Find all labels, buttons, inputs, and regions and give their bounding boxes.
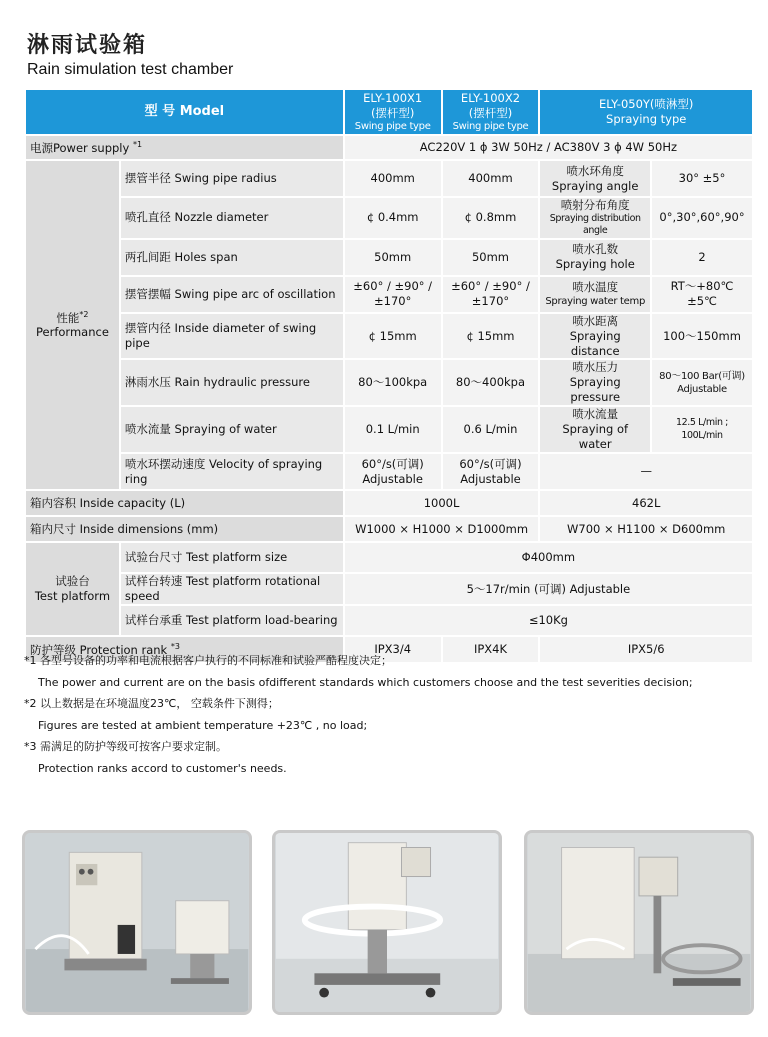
cell-value: RT～+80℃ ±5℃	[651, 276, 753, 313]
table-row	[25, 516, 753, 542]
cell-value: 100～150mm	[651, 313, 753, 360]
header-ely-100x2: ELY-100X2 (摆杆型) Swing pipe type	[442, 89, 540, 135]
table-row	[25, 542, 753, 573]
table-row	[25, 490, 753, 516]
product-photo-1	[22, 830, 252, 1015]
header-ely-100x1: ELY-100X1 (摆杆型) Swing pipe type	[344, 89, 442, 135]
performance-group-label: 性能$^{*2}$ Performance	[25, 160, 120, 490]
product-photo-3	[524, 830, 754, 1015]
chamber-illustration	[275, 833, 499, 1012]
table-row	[25, 313, 753, 360]
spray-label: 喷水孔数 Spraying hole	[539, 239, 651, 276]
header-ely-050y: ELY-050Y(喷淋型) Spraying type	[539, 89, 753, 135]
cell-value: IPX5/6	[539, 636, 753, 663]
cell-value: 400mm	[344, 160, 442, 197]
spray-label: 喷水流量 Spraying of water	[539, 406, 651, 453]
title-cn: 淋雨试验箱	[27, 33, 148, 58]
note-2-cn: *2 以上数据是在环境温度23℃， 空载条件下测得；	[24, 697, 279, 710]
row-label: 试样台转速 Test platform rotational speed	[120, 573, 344, 605]
cell-value: ≤10Kg	[344, 605, 753, 636]
cell-value: 60°/s(可调) Adjustable	[442, 453, 540, 490]
row-label: 摆管内径 Inside diameter of swing pipe	[120, 313, 344, 360]
footnotes	[24, 650, 754, 779]
cell-value: ¢ 0.4mm	[344, 197, 442, 239]
cell-value: W700 × H1100 × D600mm	[539, 516, 753, 542]
table-row	[25, 197, 753, 239]
protection-label: 防护等级 Protection rank $^{*3}$	[25, 636, 344, 663]
cell-value: 5～17r/min (可调) Adjustable	[344, 573, 753, 605]
table-row	[25, 453, 753, 490]
product-photo-2	[272, 830, 502, 1015]
table-row	[25, 239, 753, 276]
row-label: 喷水流量 Spraying of water	[120, 406, 344, 453]
note-2-en: Figures are tested at ambient temperature +23℃ , no load;	[38, 718, 368, 732]
row-label: 摆管半径 Swing pipe radius	[120, 160, 344, 197]
row-label: 摆管摆幅 Swing pipe arc of oscillation	[120, 276, 344, 313]
spray-label: 喷射分布角度 Spraying distribution angle	[539, 197, 651, 239]
cell-value: IPX3/4	[344, 636, 442, 663]
dimensions-label: 箱内尺寸 Inside dimensions (mm)	[25, 516, 344, 542]
cell-value: 60°/s(可调) Adjustable	[344, 453, 442, 490]
cell-value: 0.6 L/min	[442, 406, 540, 453]
spray-label: 喷水压力 Spraying pressure	[539, 359, 651, 406]
cell-value: ±60° / ±90° / ±170°	[344, 276, 442, 313]
spray-label: 喷水距离 Spraying distance	[539, 313, 651, 360]
cell-value: Φ400mm	[344, 542, 753, 573]
capacity-label: 箱内容积 Inside capacity (L)	[25, 490, 344, 516]
chamber-illustration	[25, 833, 249, 1012]
row-label: 淋雨水压 Rain hydraulic pressure	[120, 359, 344, 406]
note-3-en: Protection ranks accord to customer's needs.	[38, 761, 287, 775]
title-en: Rain simulation test chamber	[27, 61, 234, 78]
cell-value: —	[539, 453, 753, 490]
header-model: 型 号 Model	[25, 89, 344, 135]
spec-table	[24, 88, 754, 664]
cell-value: 2	[651, 239, 753, 276]
table-row	[25, 573, 753, 605]
note-3-cn: *3 需满足的防护等级可按客户要求定制。	[24, 740, 227, 753]
cell-value: 0.1 L/min	[344, 406, 442, 453]
platform-group-label: 试验台 Test platform	[25, 542, 120, 636]
cell-value: ¢ 15mm	[344, 313, 442, 360]
row-label: 试样台承重 Test platform load-bearing	[120, 605, 344, 636]
cell-value: 30° ±5°	[651, 160, 753, 197]
row-label: 试验台尺寸 Test platform size	[120, 542, 344, 573]
cell-value: ¢ 15mm	[442, 313, 540, 360]
power-value: AC220V 1 ϕ 3W 50Hz / AC380V 3 ϕ 4W 50Hz	[344, 135, 753, 160]
cell-value: 80～100kpa	[344, 359, 442, 406]
table-row	[25, 605, 753, 636]
note-1-cn: *1 各型号设备的功率和电流根据客户执行的不同标准和试验严酷程度决定；	[24, 654, 392, 667]
cell-value: ±60° / ±90° / ±170°	[442, 276, 540, 313]
table-row	[25, 359, 753, 406]
row-label: 两孔间距 Holes span	[120, 239, 344, 276]
cell-value: IPX4K	[442, 636, 540, 663]
cell-value: 80～100 Bar(可调) Adjustable	[651, 359, 753, 406]
table-row	[25, 160, 753, 197]
cell-value: 50mm	[344, 239, 442, 276]
cell-value: W1000 × H1000 × D1000mm	[344, 516, 540, 542]
chamber-illustration	[527, 833, 751, 1012]
row-label: 喷水环摆动速度 Velocity of spraying ring	[120, 453, 344, 490]
cell-value: 1000L	[344, 490, 540, 516]
row-label: 喷孔直径 Nozzle diameter	[120, 197, 344, 239]
page-title	[27, 28, 233, 79]
table-row	[25, 406, 753, 453]
spray-label: 喷水温度 Spraying water temp	[539, 276, 651, 313]
cell-value: 12.5 L/min ; 100L/min	[651, 406, 753, 453]
cell-value: ¢ 0.8mm	[442, 197, 540, 239]
note-1-en: The power and current are on the basis ofdifferent standards which customers choose and the test severities decision;	[38, 675, 693, 689]
cell-value: 400mm	[442, 160, 540, 197]
cell-value: 80～400kpa	[442, 359, 540, 406]
cell-value: 462L	[539, 490, 753, 516]
spray-label: 喷水环角度 Spraying angle	[539, 160, 651, 197]
power-label: 电源Power supply $^{*1}$	[25, 135, 344, 160]
table-header-row	[25, 89, 753, 135]
cell-value: 0°,30°,60°,90°	[651, 197, 753, 239]
table-row	[25, 276, 753, 313]
cell-value: 50mm	[442, 239, 540, 276]
table-row	[25, 135, 753, 160]
